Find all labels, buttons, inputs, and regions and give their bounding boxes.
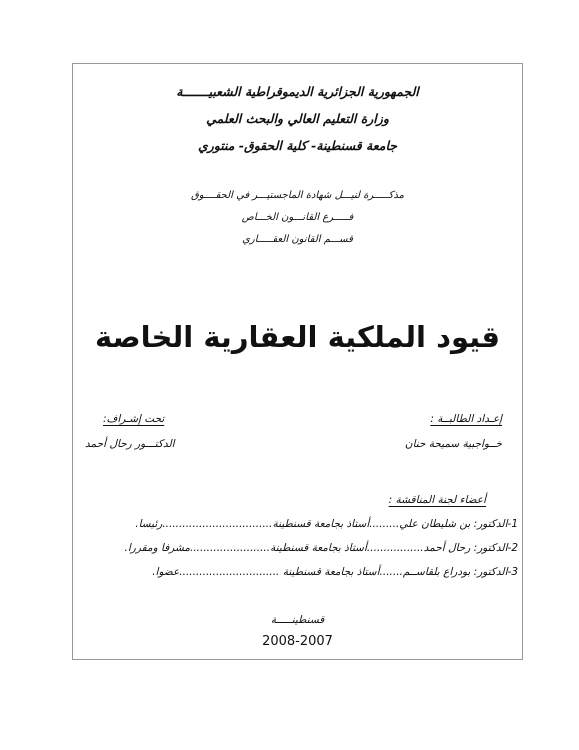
academic-year: 2008-2007	[262, 634, 333, 649]
thesis-title: قيود الملكية العقارية الخاصة	[95, 320, 500, 354]
committee-member-2: 2-الدكتور: رحال أحمد.................أستاذ بجامعة قسنطينة........................مشرفا ومقررا.	[124, 542, 518, 554]
student-label: إعـداد الطالبــة :	[430, 413, 502, 425]
degree-branch: فـــــرع القانـــون الخـــاص	[241, 212, 354, 223]
committee-member-1: 1-الدكتور: بن شليطان علي.........أستاذ بجامعة قسنطينة.................................رئيسا.	[135, 518, 518, 530]
committee-member-3: 3-الدكتور: بودراع بلقاســم.......أستاذ بجامعة قسنطينة ..............................عضوا.	[152, 566, 518, 578]
committee-label: أعضاء لجنة المناقشة :	[388, 494, 486, 506]
ministry-header: وزارة التعليم العالي والبحث العلمي	[206, 111, 389, 126]
student-name: خــواجبية سميحة حنان	[404, 438, 502, 450]
city: قسنطينـــــة	[270, 614, 325, 626]
supervisor-label: تحت إشـراف:	[103, 413, 165, 425]
republic-header: الجمهورية الجزائرية الديموقراطية الشعبيـــــــة	[176, 84, 419, 99]
document-page	[72, 63, 523, 660]
supervisor-name: الدكتـــور رحال أحمد	[85, 438, 175, 450]
university-header: جامعة قسنطينة- كلية الحقوق- منتوري	[197, 138, 398, 153]
degree-section: قســـم القانون العقـــــاري	[242, 234, 353, 245]
degree-memo: مذكـــــرة لنيـــل شهادة الماجستيـــر في الحقــــوق	[190, 190, 405, 201]
